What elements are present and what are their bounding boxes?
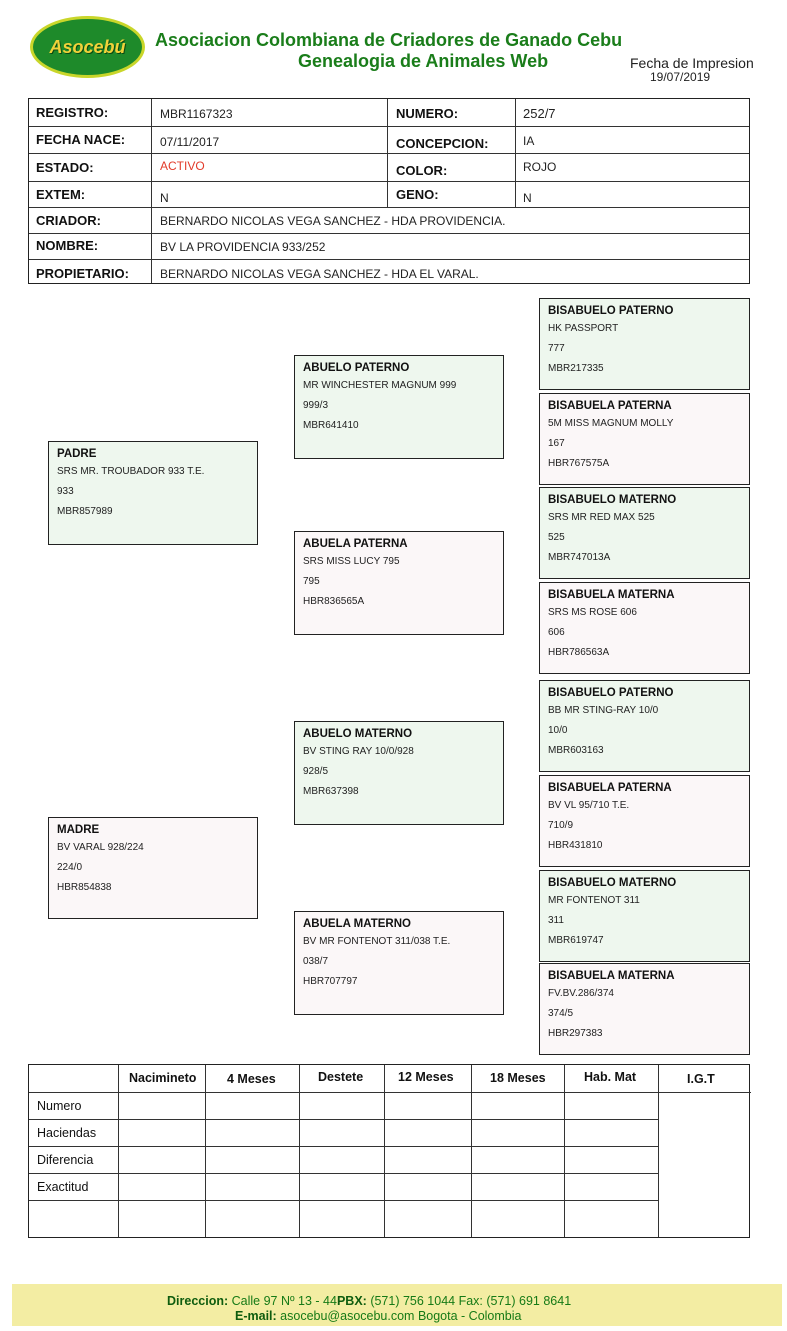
bisabuelo-title: BISABUELO MATERNO — [548, 877, 677, 889]
bisabuelo-title: BISABUELO PATERNO — [548, 305, 674, 317]
col-header: I.G.T — [687, 1072, 715, 1086]
bisabuelo-title: BISABUELA MATERNA — [548, 970, 675, 982]
bisabuelo-registro: HBR431810 — [548, 840, 603, 851]
col-header: Destete — [318, 1070, 364, 1084]
abuela-paterna-title: ABUELA PATERNA — [303, 538, 408, 550]
bisabuelo-registro: MBR619747 — [548, 935, 604, 946]
info-row — [29, 233, 749, 260]
abuelo-paterno-number: 999/3 — [303, 400, 329, 411]
bisabuelo-title: BISABUELA PATERNA — [548, 782, 672, 794]
propietario-label: PROPIETARIO: — [36, 266, 129, 281]
madre-registro: HBR854838 — [57, 882, 112, 893]
fecha-nace-label: FECHA NACE: — [36, 132, 126, 147]
bisabuelo-box-5 — [539, 680, 750, 772]
geno-value: N — [523, 191, 532, 205]
propietario-value: BERNARDO NICOLAS VEGA SANCHEZ - HDA EL VARAL. — [160, 267, 479, 281]
abuela-materna-name: BV MR FONTENOT 311/038 T.E. — [303, 936, 451, 947]
abuelo-paterno-name: MR WINCHESTER MAGNUM 999 — [303, 380, 457, 391]
bisabuelo-name: BV VL 95/710 T.E. — [548, 800, 630, 811]
bisabuelo-number: 10/0 — [548, 725, 568, 736]
bisabuelo-registro: HBR297383 — [548, 1028, 603, 1039]
padre-number: 933 — [57, 486, 74, 497]
nombre-label: NOMBRE: — [36, 238, 99, 253]
bisabuelo-number: 311 — [548, 915, 564, 926]
abuelo-materno-title: ABUELO MATERNO — [303, 728, 413, 740]
row-label: Haciendas — [37, 1126, 97, 1140]
bisabuelo-box-1 — [539, 298, 750, 390]
col-header: 12 Meses — [398, 1070, 454, 1084]
bisabuelo-registro: MBR747013A — [548, 552, 611, 563]
print-date-label: Fecha de Impresion — [630, 55, 754, 71]
abuela-materna-number: 038/7 — [303, 956, 329, 967]
col-header: 18 Meses — [490, 1071, 546, 1085]
fecha-nace-value: 07/11/2017 — [160, 135, 220, 149]
bisabuelo-name: MR FONTENOT 311 — [548, 895, 640, 906]
abuelo-materno-registro: MBR637398 — [303, 786, 359, 797]
abuelo-paterno-title: ABUELO PATERNO — [303, 362, 410, 374]
bisabuelo-number: 710/9 — [548, 820, 574, 831]
abuela-materna-box — [294, 911, 504, 1015]
bisabuelo-registro: MBR603163 — [548, 745, 604, 756]
criador-label: CRIADOR: — [36, 213, 101, 228]
abuelo-materno-box — [294, 721, 504, 825]
extem-value: N — [160, 191, 169, 205]
bisabuelo-box-3 — [539, 487, 750, 579]
col-header: 4 Meses — [227, 1072, 276, 1086]
estado-value: ACTIVO — [160, 159, 205, 173]
numero-label: NUMERO: — [396, 106, 459, 121]
bisabuelo-title: BISABUELO MATERNO — [548, 494, 677, 506]
bisabuelo-name: HK PASSPORT — [548, 323, 619, 334]
concepcion-label: CONCEPCION: — [396, 136, 489, 151]
footer-address-line — [167, 1294, 571, 1308]
abuelo-paterno-registro: MBR641410 — [303, 420, 359, 431]
address-value: Calle 97 Nº 13 - 44 — [231, 1294, 337, 1308]
info-row — [29, 99, 749, 127]
madre-number: 224/0 — [57, 862, 83, 873]
bisabuelo-title: BISABUELO PATERNO — [548, 687, 674, 699]
bisabuelo-number: 167 — [548, 438, 565, 449]
col-header: Nacimineto — [129, 1071, 197, 1085]
madre-title: MADRE — [57, 824, 100, 836]
bisabuelo-box-4 — [539, 582, 750, 674]
col-header: Hab. Mat — [584, 1070, 637, 1084]
bisabuelo-number: 606 — [548, 627, 565, 638]
row-label: Exactitud — [37, 1180, 89, 1194]
pbx-label: PBX: — [336, 1294, 367, 1308]
info-row — [29, 126, 749, 154]
padre-name: SRS MR. TROUBADOR 933 T.E. — [57, 466, 205, 477]
footer — [12, 1284, 782, 1326]
bisabuelo-registro: MBR217335 — [548, 363, 604, 374]
bisabuelo-box-6 — [539, 775, 750, 867]
madre-name: BV VARAL 928/224 — [57, 842, 144, 853]
abuela-paterna-box — [294, 531, 504, 635]
animal-info-table — [28, 98, 750, 284]
criador-value: BERNARDO NICOLAS VEGA SANCHEZ - HDA PROVIDENCIA. — [160, 214, 506, 228]
abuela-paterna-number: 795 — [303, 576, 320, 587]
print-date: 19/07/2019 — [650, 70, 711, 84]
nombre-value: BV LA PROVIDENCIA 933/252 — [160, 240, 326, 254]
color-value: ROJO — [523, 160, 557, 174]
bisabuelo-box-8 — [539, 963, 750, 1055]
abuela-materna-title: ABUELA MATERNO — [303, 918, 411, 930]
extem-label: EXTEM: — [36, 187, 86, 202]
logo-text: Asocebú — [49, 36, 126, 57]
bisabuelo-name: FV.BV.286/374 — [548, 988, 614, 999]
asocebu-logo — [30, 16, 145, 78]
bisabuelo-box-7 — [539, 870, 750, 962]
bisabuelo-name: SRS MS ROSE 606 — [548, 607, 637, 618]
registro-label: REGISTRO: — [36, 105, 109, 120]
bisabuelo-title: BISABUELA PATERNA — [548, 400, 672, 412]
phone-fax-value: (571) 756 1044 Fax: (571) 691 8641 — [370, 1294, 572, 1308]
estado-label: ESTADO: — [36, 160, 94, 175]
padre-box — [48, 441, 258, 545]
color-label: COLOR: — [396, 163, 448, 178]
info-row — [29, 153, 749, 182]
org-title: Asociacion Colombiana de Criadores de Ganado Cebu — [155, 30, 623, 50]
email-value: asocebu@asocebu.com Bogota - Colombia — [280, 1309, 522, 1323]
weights-table — [28, 1064, 750, 1238]
padre-registro: MBR857989 — [57, 506, 113, 517]
geno-label: GENO: — [396, 187, 439, 202]
bisabuelo-registro: HBR786563A — [548, 647, 610, 658]
bisabuelo-number: 525 — [548, 532, 565, 543]
bisabuelo-number: 374/5 — [548, 1008, 574, 1019]
bisabuelo-number: 777 — [548, 343, 565, 354]
abuelo-materno-name: BV STING RAY 10/0/928 — [303, 746, 414, 757]
bisabuelo-box-2 — [539, 393, 750, 485]
bisabuelo-title: BISABUELA MATERNA — [548, 589, 675, 601]
abuelo-materno-number: 928/5 — [303, 766, 329, 777]
row-label: Diferencia — [37, 1153, 94, 1167]
registro-value: MBR1167323 — [160, 107, 233, 121]
info-row — [29, 181, 749, 208]
padre-title: PADRE — [57, 448, 97, 460]
bisabuelo-registro: HBR767575A — [548, 458, 610, 469]
abuela-materna-registro: HBR707797 — [303, 976, 358, 987]
address-label: Direccion: — [167, 1294, 229, 1308]
concepcion-value: IA — [523, 134, 535, 148]
row-label: Numero — [37, 1099, 82, 1113]
abuela-paterna-registro: HBR836565A — [303, 596, 365, 607]
bisabuelo-name: BB MR STING-RAY 10/0 — [548, 705, 659, 716]
email-label: E-mail: — [235, 1309, 277, 1323]
abuela-paterna-name: SRS MISS LUCY 795 — [303, 556, 400, 567]
page-title: Genealogia de Animales Web — [298, 51, 549, 71]
footer-email-line — [235, 1309, 521, 1323]
numero-value: 252/7 — [523, 106, 556, 121]
bisabuelo-name: SRS MR RED MAX 525 — [548, 512, 655, 523]
bisabuelo-name: 5M MISS MAGNUM MOLLY — [548, 418, 674, 429]
abuelo-paterno-box — [294, 355, 504, 459]
madre-box — [48, 817, 258, 919]
